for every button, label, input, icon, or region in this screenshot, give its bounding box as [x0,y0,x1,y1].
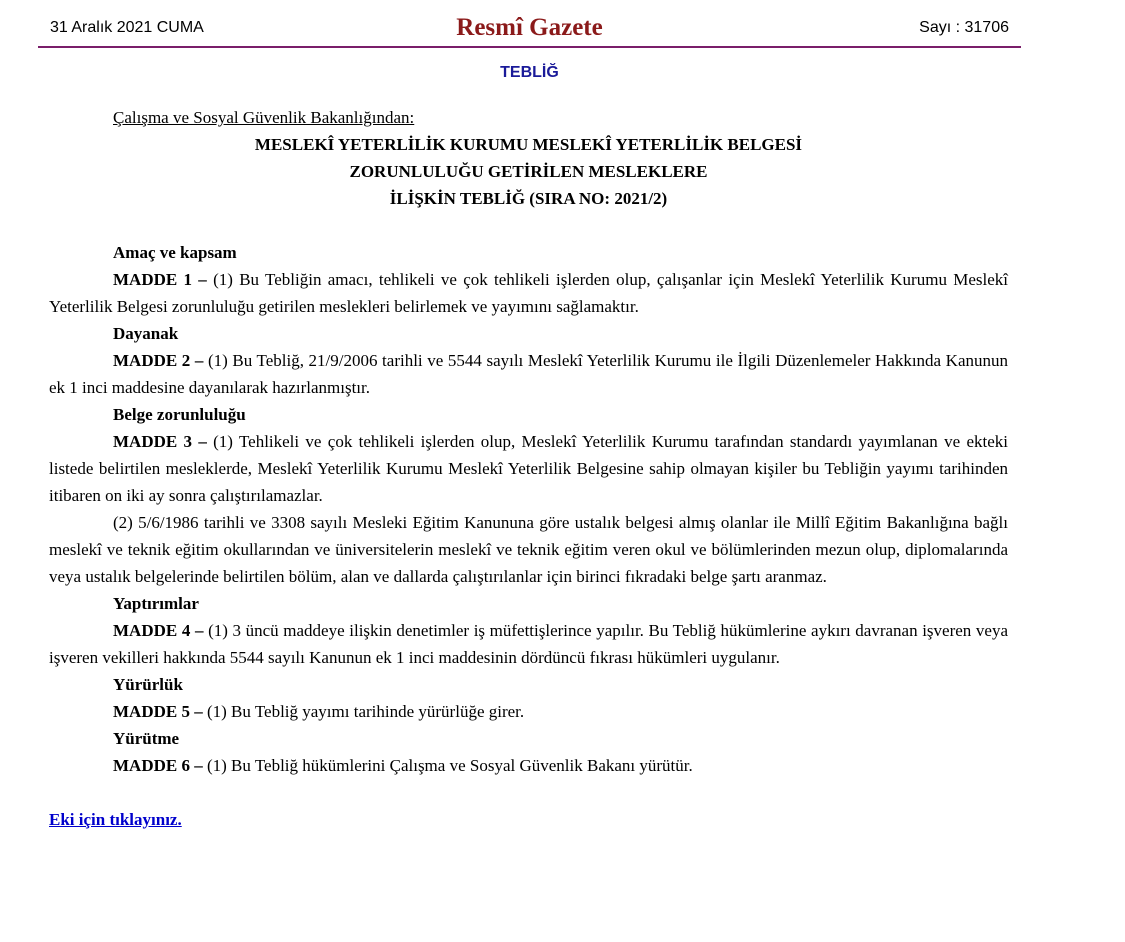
document-body [49,104,1008,833]
attachment-link[interactable]: Eki için tıklayınız. [49,810,182,829]
article-5 [49,698,1008,725]
attachment-paragraph [49,806,1008,833]
article-number: MADDE 1 – [113,270,207,289]
article-number: MADDE 3 – [113,432,207,451]
section-heading-purpose: Amaç ve kapsam [113,243,237,262]
document-title-line: MESLEKÎ YETERLİLİK KURUMU MESLEKÎ YETERLİLİK BELGESİ [254,135,803,154]
section-heading-execution: Yürütme [113,729,180,748]
article-text: (1) Bu Tebliğ, 21/9/2006 tarihli ve 5544 sayılı Meslekî Yeterlilik Kurumu ile İlgili Düzenlemeler Hakkında Kanunun ek 1 inci maddesine dayanılarak hazırlanmıştır. [49,351,1009,397]
article-text: (1) Tehlikeli ve çok tehlikeli işlerden olup, Meslekî Yeterlilik Kurumu tarafından standardı yayımlanan ve ekteki listede belirtilen mesleklerde, Meslekî Yeterlilik Kurumu Meslekî Yeterlilik Belgesine sahip olmayan kişiler bu Tebliğin yayımı tarihinden itibaren on iki ay sonra çalıştırılamazlar. [49,432,1008,505]
issue-number: Sayı : 31706 [919,19,1009,36]
gazette-header [38,8,1021,48]
article-2 [49,347,1008,401]
article-text: (1) Bu Tebliğ hükümlerini Çalışma ve Sosyal Güvenlik Bakanı yürütür. [202,756,693,775]
article-text: (1) Bu Tebliğin amacı, tehlikeli ve çok tehlikeli işlerden olup, çalışanlar için Meslekî Yeterlilik Kurumu Meslekî Yeterlilik Belgesi zorunluluğu getirilen meslekleri belirlemek ve yayımını sağlamaktır. [49,270,1008,316]
article-3 [49,428,1008,509]
document-title-line: ZORUNLULUĞU GETİRİLEN MESLEKLERE [349,162,708,181]
article-text: (1) 3 üncü maddeye ilişkin denetimler iş müfettişlerince yapılır. Bu Tebliğ hükümlerine aykırı davranan işveren veya işveren vekilleri hakkında 5544 sayılı Kanunun ek 1 inci maddesinin dördüncü fıkrası hükümleri uygulanır. [49,621,1008,667]
document-title [49,131,1008,212]
section-heading-certificate-requirement: Belge zorunluluğu [113,405,246,424]
issue-date: 31 Aralık 2021 CUMA [50,19,204,36]
issuing-ministry: Çalışma ve Sosyal Güvenlik Bakanlığından: [113,108,415,127]
article-4 [49,617,1008,671]
article-number: MADDE 6 – [113,756,203,775]
section-heading-sanctions: Yaptırımlar [113,594,199,613]
document-title-line: İLİŞKİN TEBLİĞ (SIRA NO: 2021/2) [389,189,668,208]
header-divider [38,46,1021,48]
article-number: MADDE 2 – [113,351,204,370]
gazette-title: Resmî Gazete [456,14,603,41]
article-number: MADDE 4 – [113,621,204,640]
article-text: (1) Bu Tebliğ yayımı tarihinde yürürlüğe girer. [202,702,525,721]
section-heading-basis: Dayanak [113,324,179,343]
article-1 [49,266,1008,320]
article-number: MADDE 5 – [113,702,203,721]
section-label: TEBLİĞ [500,64,559,81]
article-6 [49,752,1008,779]
section-heading-effective-date: Yürürlük [113,675,183,694]
article-3-paragraph-2: (2) 5/6/1986 tarihli ve 3308 sayılı Mesleki Eğitim Kanununa göre ustalık belgesi almış olanlar ile Millî Eğitim Bakanlığına bağlı meslekî ve teknik eğitim okullarından ve üniversitelerin meslekî ve teknik eğitim veren okul ve bölümlerinden mezun olup, diplomalarında veya ustalık belgelerinde belirtilen bölüm, alan ve dallarda çalıştırılanlar için birinci fıkradaki belge şartı aranmaz. [49,513,1008,586]
